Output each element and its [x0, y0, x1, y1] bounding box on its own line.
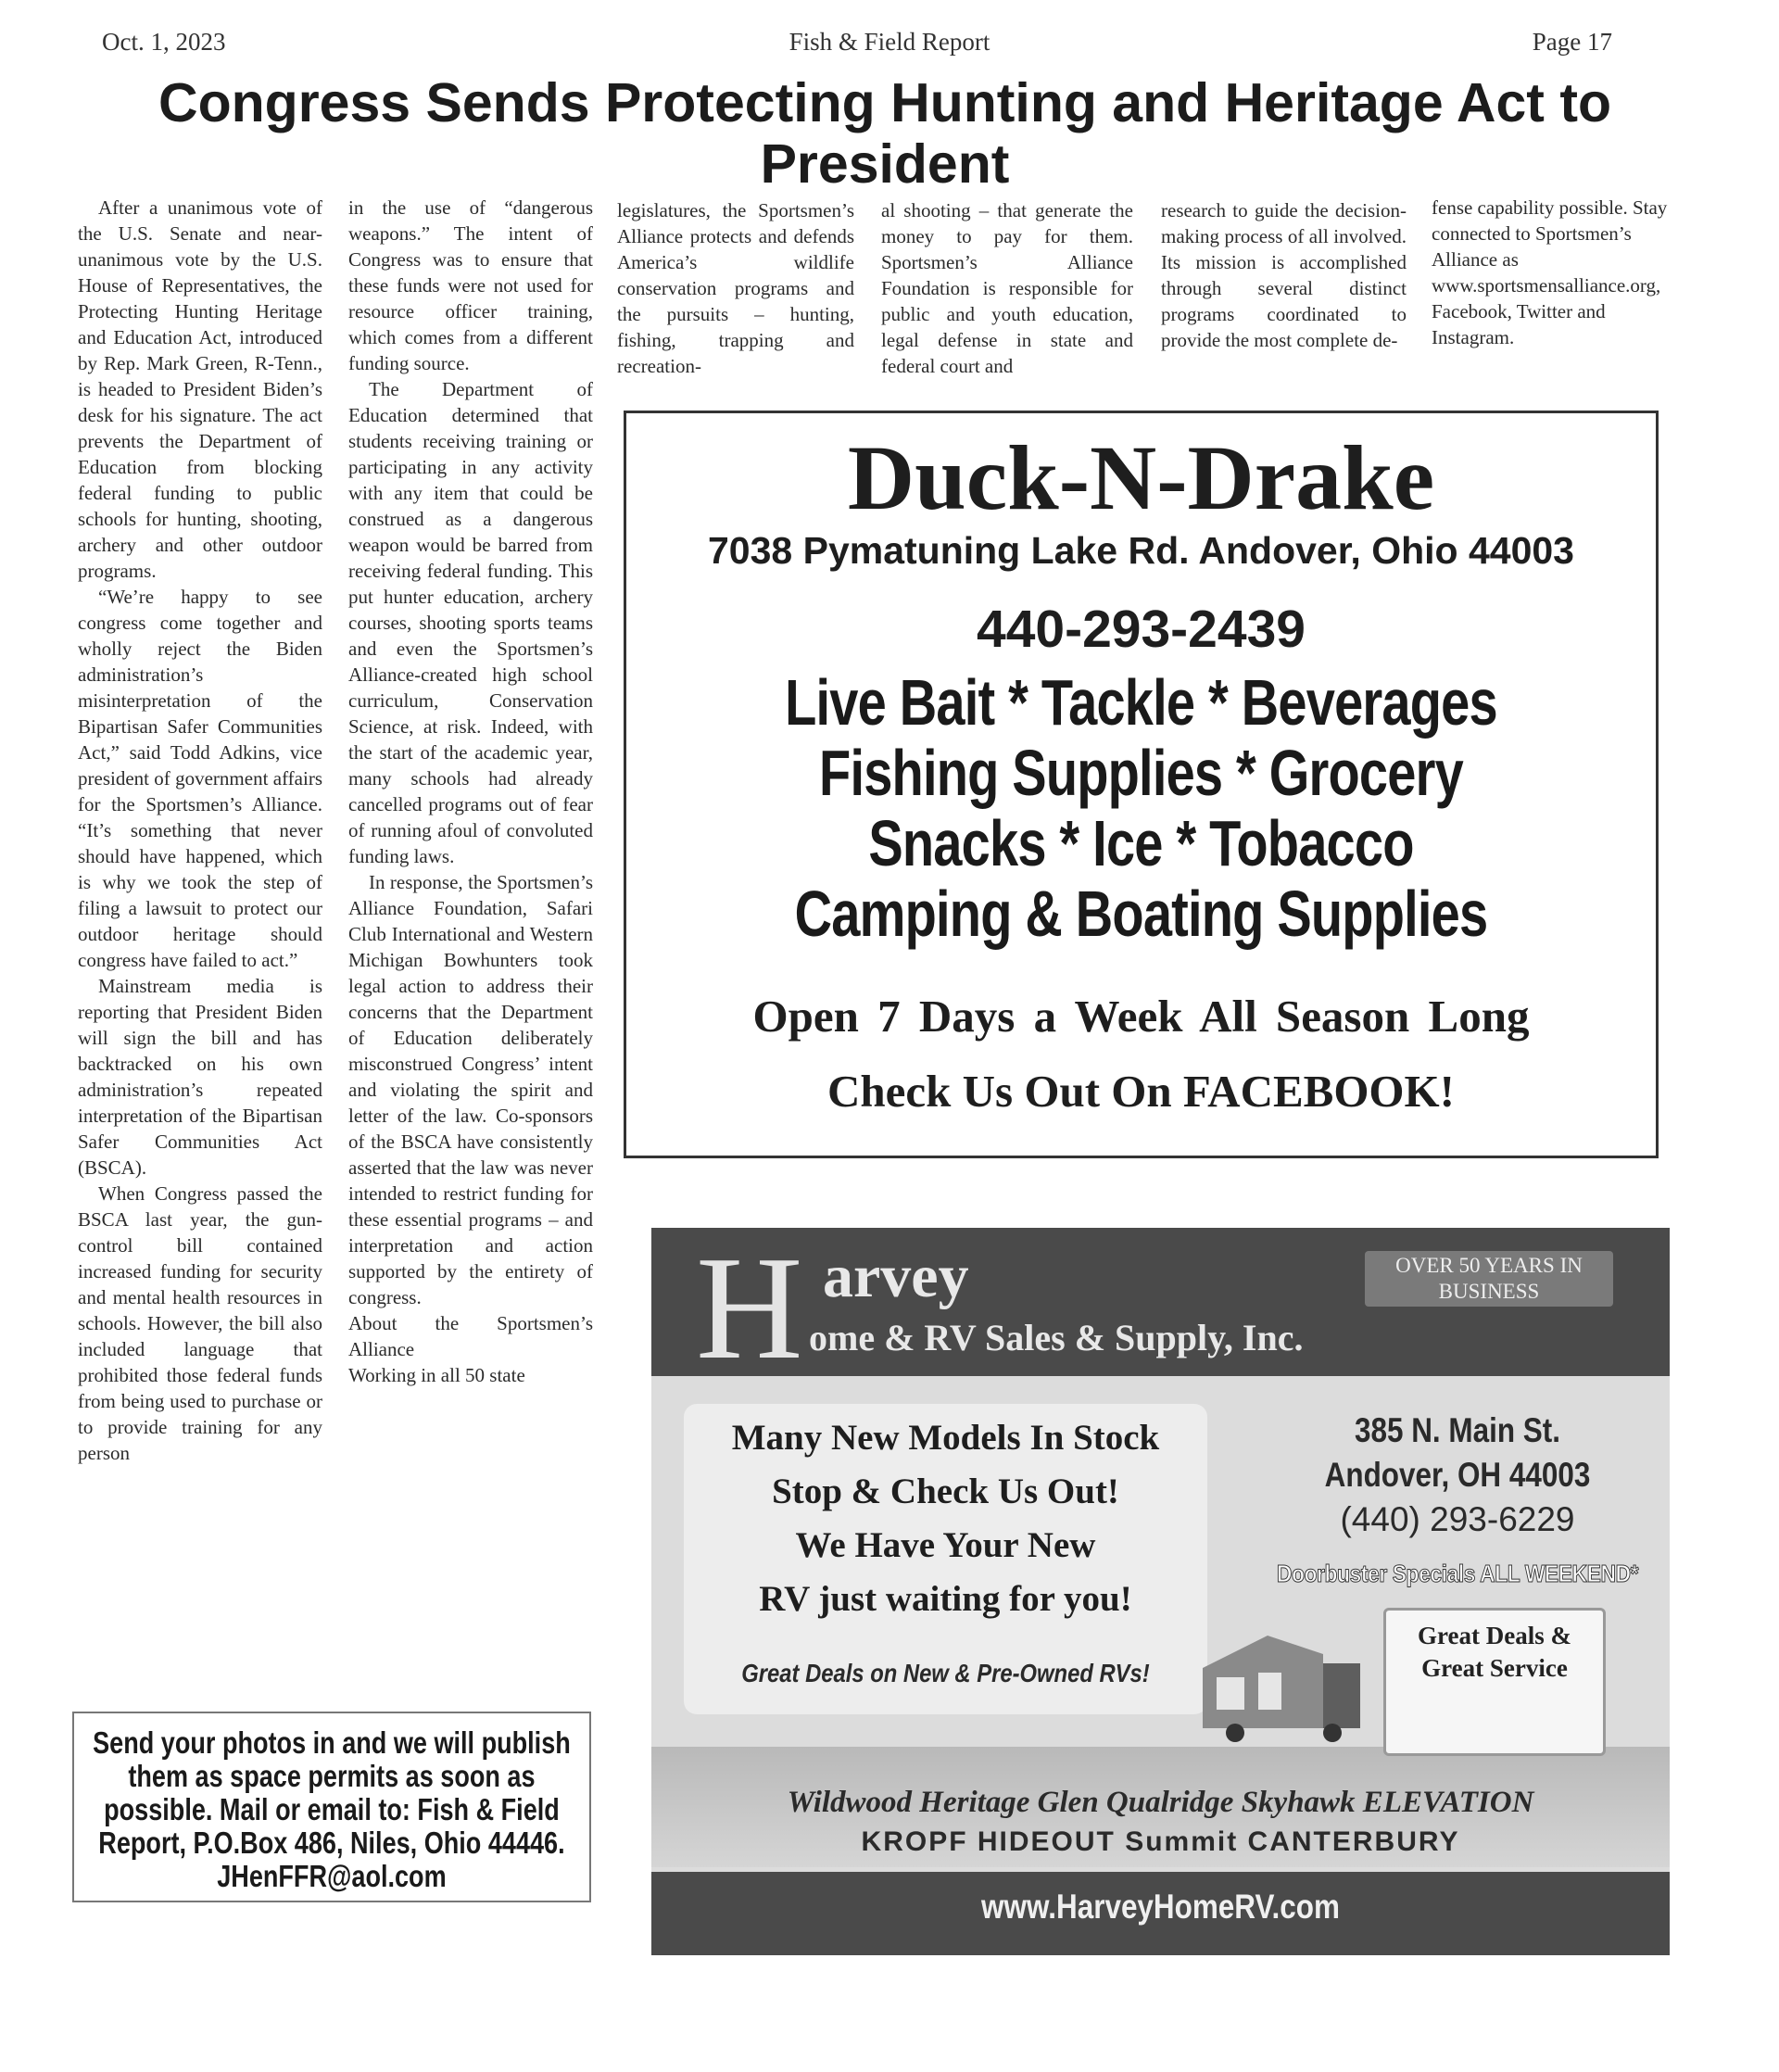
ad-product-line: Camping & Boating Supplies [794, 878, 1488, 950]
article-paragraph: Working in all 50 state [348, 1364, 525, 1386]
about-heading: About the Sportsmen’s Alliance [348, 1312, 593, 1360]
ad-hours: Open 7 Days a Week All Season Long [752, 991, 1530, 1042]
article-column-3 [617, 197, 854, 379]
article-paragraph: legislatures, the Sportsmen’s Alliance protects and defends America’s wildlife conservation programs and the pursuits – hunting, fishing, trapping and recreation- [617, 199, 854, 377]
article-column-5 [1161, 197, 1407, 353]
brand-logos-row-2: KROPF HIDEOUT Summit CANTERBURY [861, 1826, 1460, 1857]
deals-tagline: Great Deals on New & Pre-Owned RVs! [741, 1659, 1150, 1687]
page-number: Page 17 [1532, 28, 1612, 56]
ad-business-name: Duck-N-Drake [847, 426, 1435, 529]
article-paragraph: The Department of Education determined that students receiving training or participating in any activity with any item that could be construed as a dangerous weapon would be barred from receiving federal funding. This put hunter education, archery courses, shooting sports teams and even the Sportsmen’s Alliance-created high school curriculum, Conservation Science, at risk. Indeed, with the start of the academic year, many schools had already cancelled programs out of fear of running afoul of convoluted funding laws. [348, 378, 593, 867]
harvey-rv-ad [651, 1228, 1670, 1955]
logo-initial: H [696, 1228, 803, 1390]
brand-logos-row-1: Wildwood Heritage Glen Qualridge Skyhawk ELEVATION [787, 1786, 1534, 1819]
promo-line: Stop & Check Us Out! [772, 1472, 1119, 1511]
article-paragraph: fense capability possible. Stay connected to Sportsmen’s Alliance as www.sportsmensalliance.org, Facebook, Twitter and Instagram. [1432, 196, 1668, 348]
article-column-2 [348, 195, 593, 1388]
issue-date: Oct. 1, 2023 [102, 28, 226, 56]
promo-line: Many New Models In Stock [731, 1418, 1160, 1458]
article-paragraph: in the use of “dangerous weapons.” The intent of Congress was to ensure that these funds were not used for resource officer training, which comes from a different funding source. [348, 196, 593, 374]
ad-product-line: Snacks * Ice * Tobacco [868, 807, 1414, 879]
article-paragraph: After a unanimous vote of the U.S. Senate and near-unanimous vote by the U.S. House of Representatives, the Protecting Hunting Heritage and Education Act, introduced by Rep. Mark Green, R-Tenn., is headed to President Biden’s desk for his signature. The act prevents the Department of Education from blocking federal funding to public schools for hunting, shooting, archery and other outdoor programs. [78, 196, 322, 582]
years-in-business-badge: OVER 50 YEARS IN BUSINESS [1365, 1251, 1613, 1307]
great-deals-sign: Great Deals & Great Service [1383, 1608, 1606, 1756]
street-address: 385 N. Main St. [1355, 1411, 1560, 1449]
publication-name: Fish & Field Report [789, 28, 990, 56]
promo-line: We Have Your New [795, 1525, 1096, 1565]
ad-phone: 440-293-2439 [977, 600, 1306, 659]
article-column-1 [78, 195, 322, 1466]
dealer-address [1254, 1409, 1661, 1542]
article-paragraph: al shooting – that generate the money to pay for them. Sportsmen’s Alliance Foundation is responsible for public and youth education, legal defense in state and federal court and [881, 199, 1133, 377]
ad-address: 7038 Pymatuning Lake Rd. Andover, Ohio 44003 [708, 529, 1574, 572]
article-column-4 [881, 197, 1133, 379]
dealer-phone: (440) 293-6229 [1340, 1500, 1575, 1538]
tiny-house-rv-icon [1184, 1626, 1369, 1747]
ad-product-line: Live Bait * Tackle * Beverages [785, 666, 1497, 739]
promo-line: RV just waiting for you! [759, 1579, 1132, 1619]
ad-product-line: Fishing Supplies * Grocery [819, 737, 1463, 809]
dealer-website: www.HarveyHomeRV.com [981, 1888, 1340, 1926]
article-column-6 [1432, 195, 1682, 350]
promo-card [684, 1404, 1207, 1714]
logo-name: arvey [823, 1243, 969, 1310]
ad-facebook-callout: Check Us Out On FACEBOOK! [827, 1066, 1455, 1117]
duck-n-drake-ad [624, 411, 1659, 1158]
article-headline: Congress Sends Protecting Hunting and Heritage Act to President [158, 72, 1612, 195]
article-paragraph: When Congress passed the BSCA last year, the gun-control bill contained increased funding for security and mental health resources in schools. However, the bill also included language that prohibited those federal funds from being used to purchase or to provide training for any person [78, 1182, 322, 1464]
company-subtitle: ome & RV Sales & Supply, Inc. [809, 1317, 1304, 1358]
photo-submission-notice [72, 1712, 591, 1902]
doorbuster-banner: Doorbuster Specials ALL WEEKEND* [1276, 1560, 1639, 1587]
article-paragraph: In response, the Sportsmen’s Alliance Foundation, Safari Club International and Western Michigan Bowhunters took legal action to address their concerns that the Department of Education deliberately misconstrued Congress’ intent and violating the spirit and letter of the law. Co-sponsors of the BSCA have consistently asserted that the law was never intended to restrict funding for these essential programs – and interpretation and action supported by the entirety of congress. [348, 871, 593, 1308]
city-state-zip: Andover, OH 44003 [1324, 1456, 1591, 1494]
article-paragraph: “We’re happy to see congress come together and wholly reject the Biden administration’s misinterpretation of the Bipartisan Safer Communities Act,” said Todd Adkins, vice president of government affairs for the Sportsmen’s Alliance. “It’s something that never should have happened, which is why we took the step of filing a lawsuit to protect our outdoor heritage should congress have failed to act.” [78, 586, 322, 971]
article-paragraph: Mainstream media is reporting that President Biden will sign the bill and has backtracked on his own administration’s repeated interpretation of the Bipartisan Safer Communities Act (BSCA). [78, 975, 322, 1179]
article-paragraph: research to guide the decision-making process of all involved. Its mission is accomplished through several distinct programs coordinated to provide the most complete de- [1161, 199, 1407, 351]
photo-submission-text: Send your photos in and we will publish them as space permits as soon as possible. Mail or email to: Fish & Field Report, P.O.Box 486, Niles, Ohio 44446. JHenFFR@aol.com [93, 1725, 571, 1893]
